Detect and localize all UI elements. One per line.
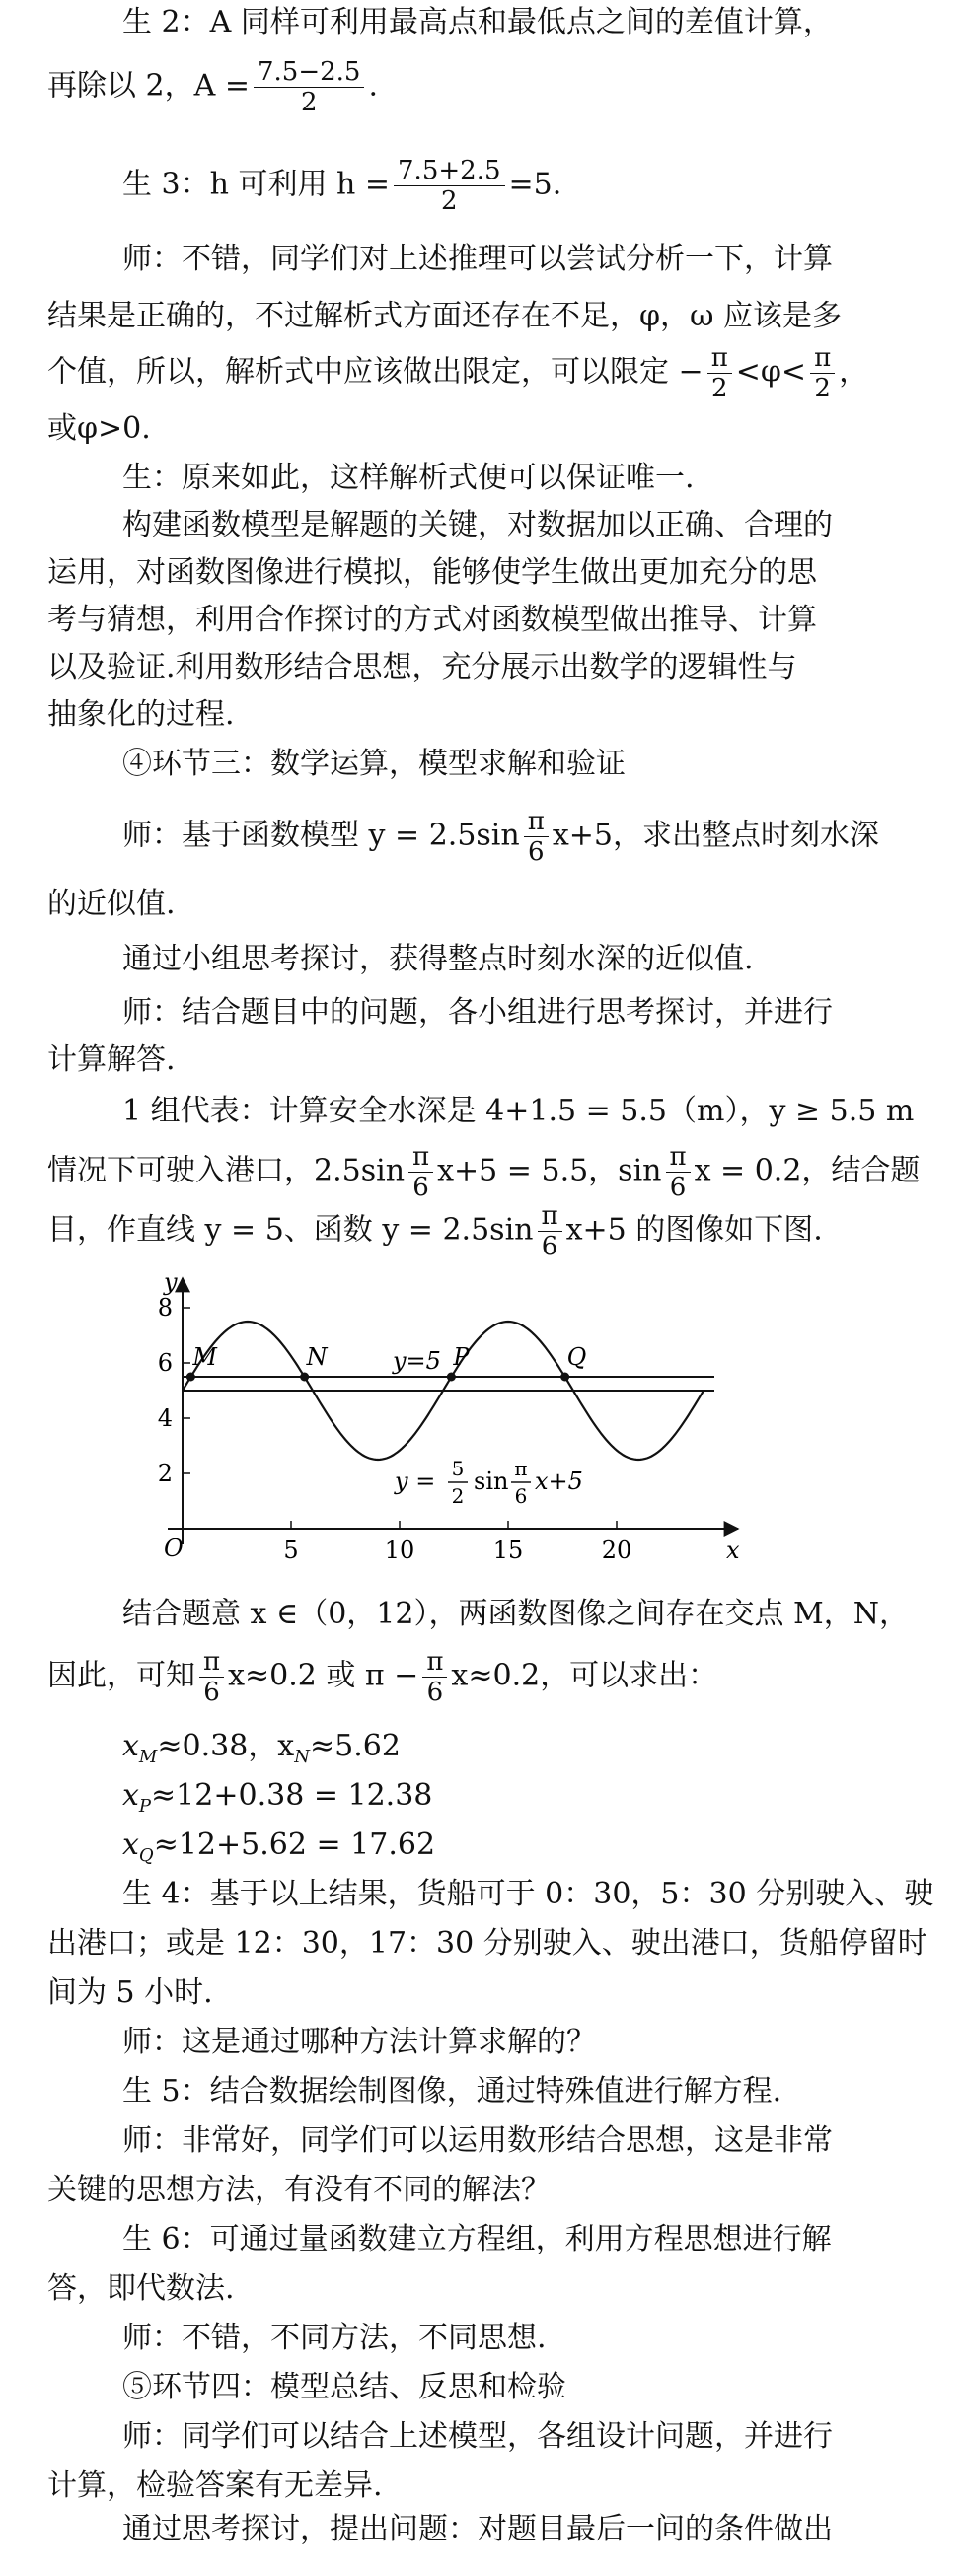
fraction: $\frac{7.5-2.5}{2}$ (254, 59, 364, 115)
text-line: 师：结合题目中的问题，各小组进行思考探讨，并进行 (122, 995, 833, 1030)
text-line: 师：基于函数模型 y = 2.5sin $\frac{\pi}{6}$ x+5，求出整点时刻水深 (122, 807, 879, 867)
text-line: 构建函数模型是解题的关键，对数据加以正确、合理的 (122, 508, 833, 542)
text-line: 情况下可驶入港口，2.5sin $\frac{\pi}{6}$ x+5 = 5.5，sin $\frac{\pi}{6}$ x = 0.2，结合题 (47, 1142, 921, 1202)
text-line: 结合题意 x ∈（0，12），两函数图像之间存在交点 M，N， (122, 1597, 909, 1631)
fraction: $\frac{7.5+2.5}{2}$ (394, 158, 504, 214)
text-line: 计算，检验答案有无差异. (47, 2469, 383, 2503)
section-heading: ⑤环节四：模型总结、反思和检验 (122, 2370, 566, 2404)
text-line: 运用，对函数图像进行模拟，能够使学生做出更加充分的思 (47, 555, 817, 590)
text-line: 师：不错，同学们对上述推理可以尝试分析一下，计算 (122, 242, 833, 276)
y-tick-label: 4 (157, 1404, 173, 1432)
text-line: 计算解答. (47, 1042, 176, 1077)
text-line: 生 5：结合数据绘制图像，通过特殊值进行解方程. (122, 2074, 782, 2109)
y-axis-label: y (164, 1268, 178, 1296)
text-line: 生：原来如此，这样解析式便可以保证唯一. (122, 461, 695, 495)
text-line: $x_P\approx 12+0.38 = 12.38$ (122, 1778, 433, 1817)
svg-text:5: 5 (451, 1457, 465, 1480)
text-line: 出港口；或是 12：30，17：30 分别驶入、驶出港口，货船停留时 (47, 1926, 927, 1961)
text-line: 师：不错，不同方法，不同思想. (122, 2321, 547, 2355)
text-line: 间为 5 小时. (47, 1975, 213, 2010)
text-line: 目，作直线 y = 5、函数 y = 2.5sin $\frac{\pi}{6}$ x+5 的图像如下图. (47, 1201, 823, 1261)
text-line: 再除以 2，A = $\frac{7.5-2.5}{2}$ . (47, 57, 378, 117)
curve-label (394, 1457, 583, 1508)
text-line: 生 4：基于以上结果，货船可于 0：30，5：30 分别驶入、驶 (122, 1877, 934, 1911)
svg-text:6: 6 (514, 1484, 528, 1508)
text-line: 答，即代数法. (47, 2271, 235, 2306)
point-label: N (306, 1343, 328, 1371)
fraction: $\frac{\pi}{6}$ (422, 1649, 447, 1705)
x-tick-label: 15 (492, 1537, 524, 1564)
intersection-point (560, 1373, 569, 1382)
text-line: 个值，所以，解析式中应该做出限定，可以限定 − $\frac{\pi}{2}$ <φ< $\frac{\pi}{2}$ ， (47, 343, 869, 403)
text-line: 师：同学们可以结合上述模型，各组设计问题，并进行 (122, 2419, 833, 2454)
text-line: 1 组代表：计算安全水深是 4+1.5 = 5.5（m），y ≥ 5.5 m (122, 1094, 915, 1128)
text-line: 生 3：h 可利用 h = $\frac{7.5+2.5}{2}$ =5. (122, 156, 562, 216)
x-axis-label: x (726, 1537, 740, 1564)
text-line: 生 6：可通过量函数建立方程组，利用方程思想进行解 (122, 2222, 832, 2256)
point-label: P (453, 1343, 470, 1371)
text-line: $x_Q\approx 12+5.62 = 17.62$ (122, 1827, 436, 1866)
text-line: $x_M\approx 0.38$，$x_N\approx 5.62$ (122, 1729, 401, 1767)
x-tick-label: 5 (283, 1537, 299, 1564)
svg-text:2: 2 (451, 1484, 465, 1508)
point-label: M (192, 1343, 217, 1371)
sine-chart (128, 1260, 819, 1586)
section-heading: ④环节三：数学运算，模型求解和验证 (122, 747, 626, 781)
y-tick-label: 8 (157, 1294, 173, 1322)
intersection-point (447, 1373, 456, 1382)
fraction: $\frac{\pi}{6}$ (538, 1203, 562, 1259)
y-tick-label: 2 (157, 1460, 173, 1487)
fraction: $\frac{\pi}{2}$ (810, 345, 835, 401)
text-line: 以及验证.利用数形结合思想，充分展示出数学的逻辑性与 (47, 650, 797, 684)
svg-text:π: π (514, 1457, 528, 1480)
fraction: $\frac{\pi}{6}$ (524, 809, 549, 865)
intersection-point (300, 1373, 309, 1382)
svg-text:x+5: x+5 (535, 1467, 583, 1495)
intersection-point (186, 1373, 195, 1382)
fraction: $\frac{\pi}{2}$ (707, 345, 732, 401)
fraction: $\frac{\pi}{6}$ (408, 1144, 433, 1200)
text-line: 通过思考探讨，提出问题：对题目最后一问的条件做出 (122, 2512, 833, 2546)
svg-text:y =: y = (395, 1467, 436, 1495)
x-tick-label: 10 (384, 1537, 415, 1564)
point-label: Q (566, 1343, 587, 1371)
text-line: 师：这是通过哪种方法计算求解的？ (122, 2025, 596, 2059)
text-line: 因此，可知 $\frac{\pi}{6}$ x≈0.2 或 π − $\frac{\pi}{6}$ x≈0.2，可以求出： (47, 1647, 718, 1707)
text-line: 的近似值. (47, 887, 176, 921)
text-line: 关键的思想方法，有没有不同的解法？ (47, 2173, 551, 2207)
line-label: y=5 (393, 1347, 441, 1375)
fraction: $\frac{\pi}{6}$ (199, 1649, 224, 1705)
text-line: 考与猜想，利用合作探讨的方式对函数模型做出推导、计算 (47, 603, 817, 637)
text-line: 师：非常好，同学们可以运用数形结合思想，这是非常 (122, 2123, 833, 2158)
text-line: 结果是正确的，不过解析式方面还存在不足，φ，ω 应该是多 (47, 299, 843, 333)
text-line: 生 2：A 同样可利用最高点和最低点之间的差值计算， (122, 5, 833, 39)
x-tick-label: 20 (601, 1537, 632, 1564)
svg-text:sin: sin (474, 1467, 509, 1495)
text-line: 通过小组思考探讨，获得整点时刻水深的近似值. (122, 942, 754, 976)
origin-label: O (164, 1535, 184, 1562)
y-tick-label: 6 (157, 1349, 173, 1377)
text-line: 或φ>0. (47, 411, 151, 446)
fraction: $\frac{\pi}{6}$ (666, 1144, 691, 1200)
text-line: 抽象化的过程. (47, 697, 235, 732)
